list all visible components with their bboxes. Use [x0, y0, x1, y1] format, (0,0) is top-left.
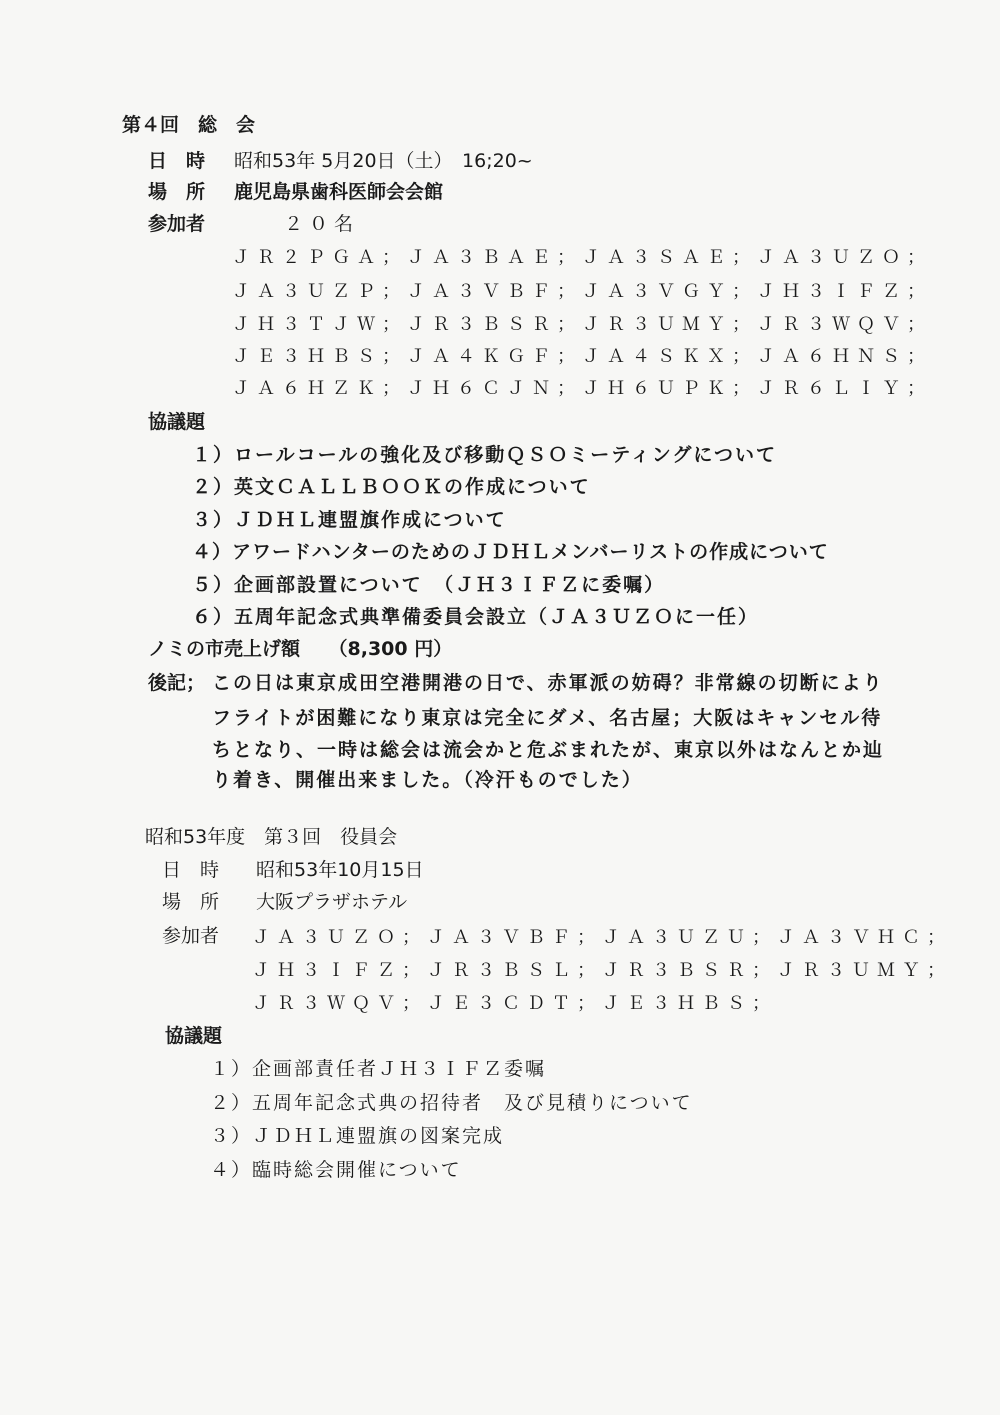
meeting1-postscript-line: この日は東京成田空港開港の日で、赤軍派の妨碍？非常線の切断により — [212, 672, 884, 694]
meeting1-agenda-item: ２）英文ＣＡＬＬＢＯＯＫの作成について — [192, 476, 591, 498]
meeting2-agenda-item: ２）五周年記念式典の招待者 及び見積りについて — [210, 1092, 693, 1114]
meeting1-agenda-item: ６）五周年記念式典準備委員会設立（ＪＡ３ＵＺＯに一任） — [192, 606, 760, 628]
meeting1-callsign-line: ＪＨ３ＴＪＷ；ＪＲ３ＢＳＲ；ＪＲ３ＵＭＹ；ＪＲ３ＷＱＶ； — [232, 314, 932, 335]
meeting1-agenda-item: ３）ＪＤＨＬ連盟旗作成について — [192, 509, 507, 531]
meeting2-place-label: 場 所 — [162, 891, 220, 913]
meeting1-place-row — [148, 180, 443, 204]
meeting1-attendees-row — [148, 212, 359, 236]
meeting2-place-value: 大阪プラザホテル — [256, 891, 408, 913]
meeting1-callsign-line: ＪＲ２ＰＧＡ；ＪＡ３ＢＡＥ；ＪＡ３ＳＡＥ；ＪＡ３ＵＺＯ； — [232, 247, 932, 268]
meeting1-agenda-item: １）ロールコールの強化及び移動ＱＳＯミーティングについて — [192, 444, 777, 466]
meeting1-flea-market: ノミの市売上げ額 （8,300 円） — [148, 638, 453, 660]
meeting2-place-row — [162, 890, 407, 914]
meeting2-date-label: 日 時 — [162, 859, 220, 881]
meeting1-postscript-line: フライトが困難になり東京は完全にダメ、名古屋；大阪はキャンセル待 — [212, 707, 883, 729]
meeting2-agenda-item: ４）臨時総会開催について — [210, 1159, 462, 1181]
meeting1-place-label: 場 所 — [148, 181, 206, 203]
meeting1-date-label: 日 時 — [148, 150, 206, 172]
meeting1-attendees-label: 参加者 — [148, 213, 206, 235]
meeting1-postscript-line: り着き、開催出来ました。（冷汗ものでした） — [212, 769, 643, 791]
meeting2-callsign-line: ＪＲ３ＷＱＶ；ＪＥ３ＣＤＴ；ＪＥ３ＨＢＳ； — [252, 993, 777, 1014]
meeting1-callsign-line: ＪＥ３ＨＢＳ；ＪＡ４ＫＧＦ；ＪＡ４ＳＫＸ；ＪＡ６ＨＮＳ； — [232, 346, 932, 367]
meeting1-postscript-line: ちとなり、一時は総会は流会かと危ぶまれたが、東京以外はなんとか辿 — [212, 739, 885, 761]
meeting1-agenda-item: ５）企画部設置について （ＪＨ３ＩＦＺに委嘱） — [192, 574, 666, 596]
meeting2-date-row — [162, 858, 424, 882]
meeting2-callsign-line: ＪＡ３ＵＺＯ；ＪＡ３ＶＢＦ；ＪＡ３ＵＺＵ；ＪＡ３ＶＨＣ； — [252, 927, 952, 948]
meeting2-agenda-label: 協議題 — [165, 1025, 223, 1047]
meeting1-place-value: 鹿児島県歯科医師会会館 — [234, 181, 444, 203]
meeting1-attendees-count: ２０名 — [284, 213, 360, 235]
meeting1-postscript-label: 後記； — [148, 672, 206, 694]
meeting1-callsign-line: ＪＡ６ＨＺＫ；ＪＨ６ＣＪＮ；ＪＨ６ＵＰＫ；ＪＲ６ＬＩＹ； — [232, 378, 932, 399]
meeting1-agenda-label: 協議題 — [148, 411, 206, 433]
meeting1-date-row — [148, 149, 533, 173]
meeting2-agenda-item: ３）ＪＤＨＬ連盟旗の図案完成 — [210, 1125, 505, 1147]
meeting2-title: 昭和53年度 第３回 役員会 — [145, 826, 398, 848]
meeting2-callsign-line: ＪＨ３ＩＦＺ；ＪＲ３ＢＳＬ；ＪＲ３ＢＳＲ；ＪＲ３ＵＭＹ； — [252, 960, 952, 981]
meeting2-attendees-label: 参加者 — [162, 925, 220, 947]
meeting1-title: 第４回 総 会 — [122, 114, 256, 136]
meeting1-callsign-line: ＪＡ３ＵＺＰ；ＪＡ３ＶＢＦ；ＪＡ３ＶＧＹ；ＪＨ３ＩＦＺ； — [232, 281, 932, 302]
meeting1-agenda-item: ４）アワードハンターのためのＪＤＨＬメンバーリストの作成について — [192, 541, 829, 563]
meeting2-agenda-item: １）企画部責任者ＪＨ３ＩＦＺ委嘱 — [210, 1058, 547, 1080]
meeting1-date-value: 昭和53年 5月20日（土） 16;20~ — [234, 150, 533, 172]
meeting2-date-value: 昭和53年10月15日 — [256, 859, 424, 881]
